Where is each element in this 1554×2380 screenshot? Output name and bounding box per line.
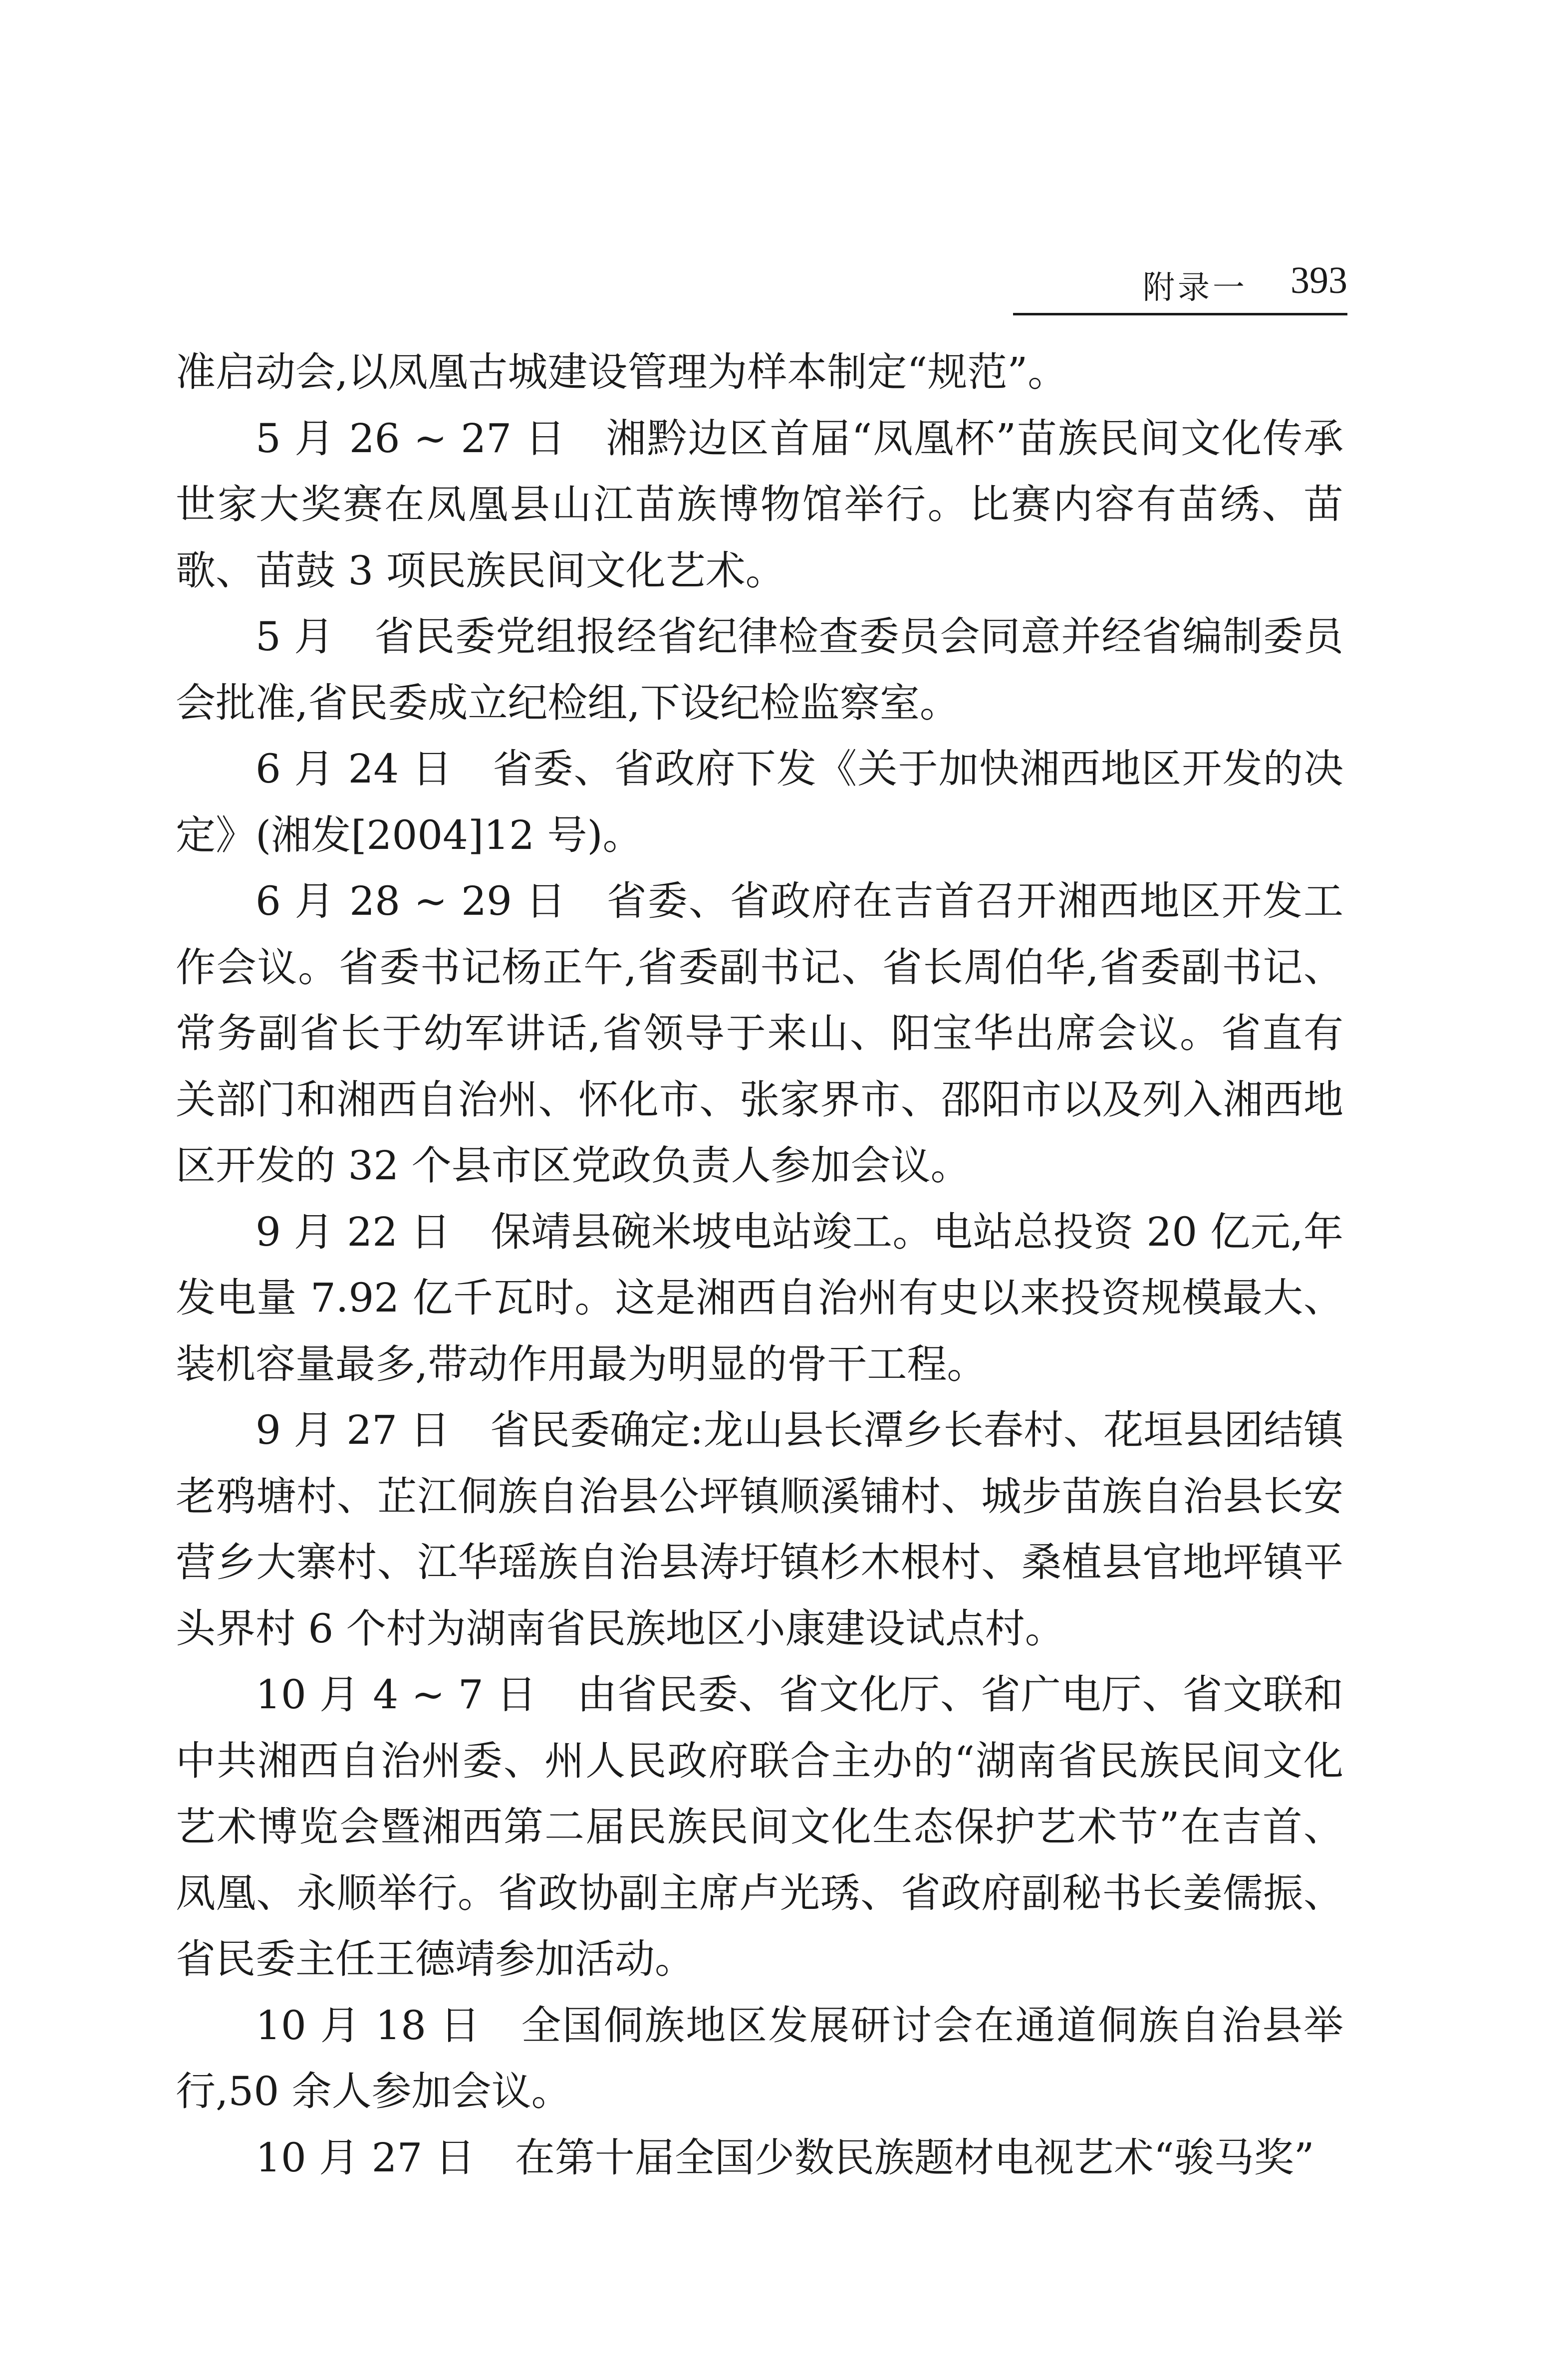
entry-text: 保靖县碗米坡电站竣工。电站总投资 20 亿元,年发电量 7.92 亿千瓦时。这是湘西自治州有史以来投资规模最大、装机容量最多,带动作用最为明显的骨干工程。	[176, 1208, 1344, 1387]
chronicle-entry	[176, 1993, 1343, 2125]
chronicle-entry	[176, 736, 1343, 868]
chronicle-entry	[176, 1662, 1343, 1993]
chronicle-entry	[176, 1397, 1343, 1662]
entry-date: 10 月 18 日	[256, 2002, 482, 2049]
chronicle-entry	[176, 1199, 1343, 1398]
header-section-title: 附录一	[1143, 269, 1248, 306]
chronicle-entry	[176, 868, 1343, 1199]
entry-text: 省民委确定:龙山县长潭乡长春村、花垣县团结镇老鸦塘村、芷江侗族自治县公坪镇顺溪铺村、城步苗族自治县长安营乡大寨村、江华瑶族自治县涛圩镇杉木根村、桑植县官地坪镇平头界村 6 个村为湖南省民族地区小康建设试点村。	[176, 1407, 1343, 1652]
entry-date: 5 月	[256, 613, 335, 660]
chronicle-entry	[176, 406, 1343, 604]
entry-date: 10 月 4 ~ 7 日	[256, 1671, 537, 1718]
entry-text: 省委、省政府在吉首召开湘西地区开发工作会议。省委书记杨正午,省委副书记、省长周伯华,省委副书记、常务副省长于幼军讲话,省领导于来山、阳宝华出席会议。省直有关部门和湘西自治州、怀化市、张家界市、邵阳市以及列入湘西地区开发的 32 个县市区党政负责人参加会议。	[176, 878, 1344, 1189]
entry-date: 5 月 26 ~ 27 日	[256, 415, 566, 462]
entry-date: 6 月 24 日	[256, 746, 453, 792]
entry-date: 9 月 27 日	[256, 1407, 450, 1453]
running-header	[1013, 257, 1347, 315]
entry-date: 6 月 28 ~ 29 日	[256, 878, 567, 924]
chronicle-entry	[176, 2125, 1343, 2191]
paragraph-continued	[176, 339, 1343, 406]
entry-date: 9 月 22 日	[256, 1208, 451, 1255]
entry-text: 全国侗族地区发展研讨会在通道侗族自治县举行,50 余人参加会议。	[176, 2002, 1343, 2115]
entry-date: 10 月 27 日	[256, 2134, 475, 2181]
entry-text: 省委、省政府下发《关于加快湘西地区开发的决定》(湘发[2004]12 号)。	[176, 746, 1343, 858]
entry-text: 由省民委、省文化厅、省广电厅、省文联和中共湘西自治州委、州人民政府联合主办的“湖南省民族民间文化艺术博览会暨湘西第二届民族民间文化生态保护艺术节”在吉首、凤凰、永顺举行。省政协副主席卢光琇、省政府副秘书长姜儒振、省民委主任王德靖参加活动。	[176, 1671, 1343, 1982]
paragraph-text: 准启动会,以凤凰古城建设管理为样本制定“规范”。	[176, 349, 1068, 395]
chronicle-entry	[176, 604, 1343, 736]
page-number: 393	[1291, 260, 1347, 301]
page-body	[176, 339, 1343, 2191]
entry-text: 在第十届全国少数民族题材电视艺术“骏马奖”	[515, 2134, 1314, 2181]
entry-text: 省民委党组报经省纪律检查委员会同意并经省编制委员会批准,省民委成立纪检组,下设纪检监察室。	[176, 613, 1344, 726]
entry-text: 湘黔边区首届“凤凰杯”苗族民间文化传承世家大奖赛在凤凰县山江苗族博物馆举行。比赛内容有苗绣、苗歌、苗鼓 3 项民族民间文化艺术。	[176, 415, 1344, 594]
